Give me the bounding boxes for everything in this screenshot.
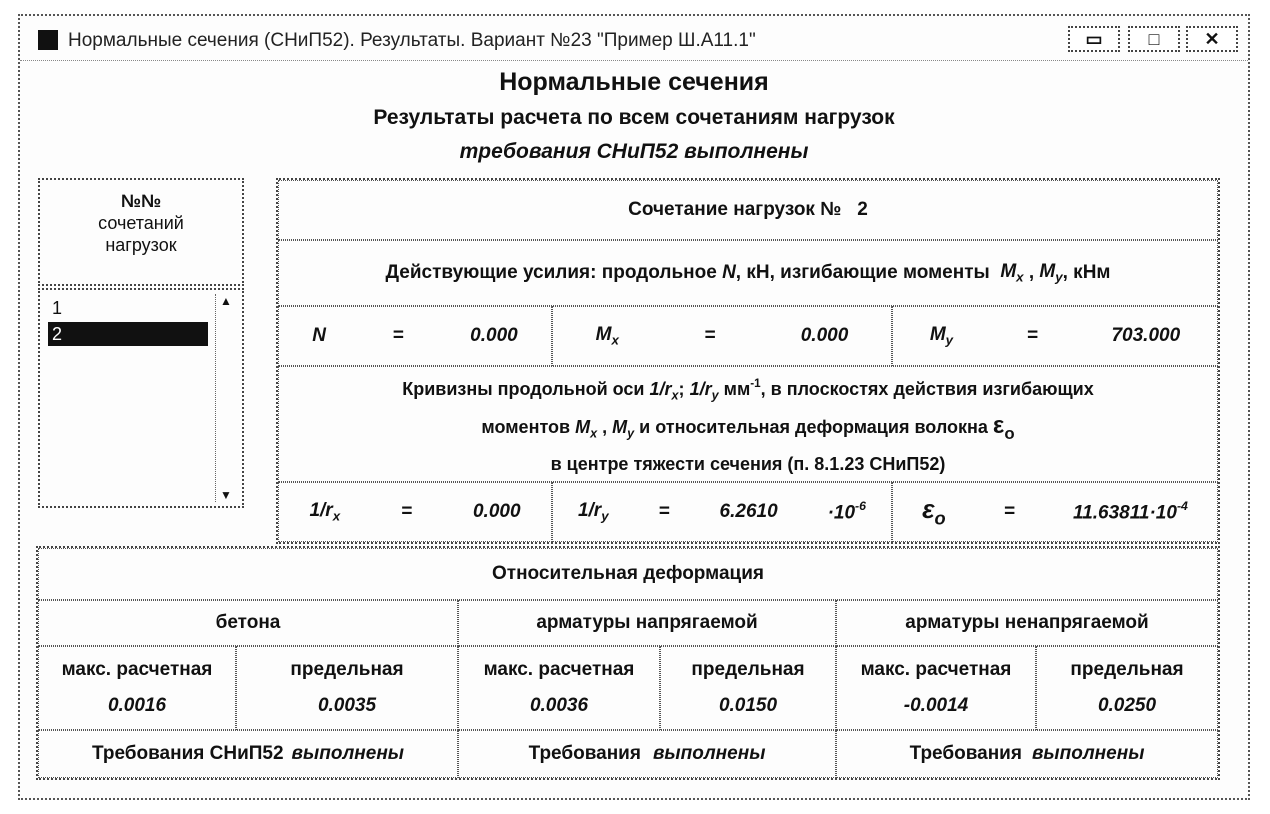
ry-sub: y	[601, 508, 609, 524]
curv-ry	[689, 379, 719, 403]
prestressed-req-label: Требования	[528, 743, 641, 764]
rx-text: 1/r	[309, 500, 333, 522]
curv-sep: ;	[678, 379, 685, 400]
curv-ry-text: 1/r	[689, 379, 712, 400]
concrete-limit-value: 0.0035	[317, 695, 377, 716]
nonprestressed-limit-label: предельная	[1070, 659, 1184, 680]
deformation-title: Относительная деформация	[38, 548, 1218, 600]
prestressed-max-value: 0.0036	[529, 695, 589, 716]
eps-label	[922, 494, 946, 529]
forces-my-letter: M	[1039, 261, 1056, 283]
rx-eq: =	[400, 501, 413, 522]
forces-label-a: Действующие усилия: продольное	[385, 262, 717, 283]
rx-label	[309, 500, 340, 524]
forces-my-sub: y	[1055, 269, 1063, 285]
nonprestressed-req-status: выполнены	[1031, 743, 1145, 764]
close-button[interactable]	[1186, 26, 1238, 52]
close-icon: ✕	[1204, 29, 1220, 49]
nonprestressed-max-cell	[836, 646, 1036, 730]
prestressed-limit-value: 0.0150	[718, 695, 778, 716]
prestressed-limit-label: предельная	[691, 659, 805, 680]
concrete-req-status: выполнены	[291, 743, 405, 764]
nonprestressed-limit-cell	[1036, 646, 1218, 730]
list-item-selected[interactable]: 2	[48, 322, 208, 346]
prestressed-limit-cell	[660, 646, 836, 730]
combo-number: 2	[857, 199, 868, 220]
ry-value: 6.2610	[719, 501, 778, 522]
mx-value-cell	[552, 306, 892, 366]
combos-header-line3: нагрузок	[105, 235, 177, 255]
curv-line2-my	[612, 416, 635, 441]
group-concrete: бетона	[38, 600, 458, 646]
ry-mult-text: ·10	[827, 502, 856, 524]
curv-unit	[724, 379, 761, 399]
concrete-req-label: Требования СНиП52	[91, 743, 284, 764]
scroll-up-icon[interactable]: ▲	[220, 294, 232, 308]
mx-eq: =	[704, 325, 716, 346]
eps-mult: ·10	[1149, 502, 1177, 524]
my-sub: y	[945, 332, 954, 348]
combos-header-line1: №№	[120, 191, 162, 211]
my-eq: =	[1026, 325, 1038, 346]
concrete-max-cell	[38, 646, 236, 730]
n-value-cell	[278, 306, 552, 366]
title-bar[interactable]	[20, 16, 1248, 61]
eps-exp: -4	[1176, 499, 1188, 514]
n-eq: =	[392, 325, 404, 346]
combo-title-label: Сочетание нагрузок №	[628, 199, 842, 220]
curv-rx-text: 1/r	[649, 379, 672, 400]
ry-value-cell	[552, 482, 892, 542]
eps-value-cell	[892, 482, 1218, 542]
curv-line2-my-letter: M	[612, 416, 628, 437]
ry-mult	[828, 499, 866, 525]
combos-header	[38, 178, 244, 286]
ry-text: 1/r	[577, 500, 602, 522]
concrete-requirement	[38, 730, 458, 778]
my-label	[930, 324, 953, 348]
concrete-limit-label: предельная	[290, 659, 404, 680]
eps-value: 11.63811	[1073, 502, 1150, 524]
curvature-caption	[278, 366, 1218, 482]
minimize-button[interactable]	[1068, 26, 1120, 52]
eps-eq: =	[1003, 501, 1015, 522]
page-subtitle: Результаты расчета по всем сочетаниям нагрузок	[373, 106, 895, 129]
prestressed-max-cell	[458, 646, 660, 730]
forces-mx	[1000, 261, 1023, 285]
nonprestressed-req-label: Требования	[909, 743, 1022, 764]
curvature-line2: моментов $M_x$ , $M_y$ и относительная деформация волокна $\varepsilon_o$	[481, 411, 1015, 443]
forces-caption: Действующие усилия: продольное N , кН, изгибающие моменты $M_x$ , $M_y$ , кНм	[278, 240, 1218, 306]
page-title: Нормальные сечения	[499, 68, 769, 96]
scroll-down-icon[interactable]: ▼	[220, 488, 232, 502]
maximize-button[interactable]	[1128, 26, 1180, 52]
forces-label-b: , кН, изгибающие моменты	[735, 262, 990, 283]
eps-full	[1073, 499, 1188, 525]
prestressed-req-status: выполнены	[652, 743, 766, 764]
curv-rx	[649, 379, 679, 403]
curv-line2-a: моментов	[481, 416, 571, 437]
my-value: 703.000	[1111, 325, 1181, 346]
curv-eps-letter: ε	[992, 411, 1005, 439]
combos-list[interactable]	[38, 288, 244, 508]
curv-line2-my-sub: y	[627, 426, 635, 441]
eps-letter: ε	[922, 494, 935, 525]
rx-value-cell	[278, 482, 552, 542]
n-value: 0.000	[470, 325, 518, 346]
window-title: Нормальные сечения (СНиП52). Результаты. Вариант №23 "Пример Ш.А11.1"	[68, 30, 756, 51]
curv-line1-a: Кривизны продольной оси	[402, 379, 645, 400]
mx-sub: x	[611, 332, 619, 348]
mx-label	[596, 324, 619, 348]
curv-line2-mx-sub: x	[590, 426, 598, 441]
curv-rx-sub: x	[671, 388, 679, 403]
deformation-table	[36, 546, 1220, 780]
forces-my	[1039, 261, 1062, 285]
ry-label	[578, 500, 609, 524]
rx-sub: x	[332, 508, 341, 524]
nonprestressed-limit-value: 0.0250	[1097, 695, 1157, 716]
nonprestressed-requirement	[836, 730, 1218, 778]
curv-eps-sub: o	[1004, 423, 1015, 443]
my-letter: M	[929, 324, 946, 346]
minimize-icon: ▭	[1085, 29, 1103, 49]
prestressed-max-label: макс. расчетная	[483, 659, 635, 680]
eps-sub: o	[934, 508, 946, 529]
group-nonprestressed: арматуры ненапрягаемой	[836, 600, 1218, 646]
ry-eq: =	[658, 501, 670, 522]
forces-unit: , кНм	[1062, 262, 1111, 283]
list-scrollbar[interactable]	[215, 294, 238, 502]
my-value-cell	[892, 306, 1218, 366]
curv-ry-sub: y	[711, 388, 719, 403]
curvature-line3: в центре тяжести сечения (п. 8.1.23 СНиП52)	[550, 453, 946, 474]
curvature-line1	[402, 369, 1094, 411]
curv-line1-b: , в плоскостях действия изгибающих	[760, 379, 1094, 400]
forces-n: N	[722, 262, 736, 283]
mx-value: 0.000	[800, 325, 849, 346]
prestressed-requirement	[458, 730, 836, 778]
mx-letter: M	[595, 324, 612, 346]
curv-eps	[992, 411, 1015, 443]
curv-unit-text: мм	[723, 379, 751, 400]
n-label: N	[312, 325, 326, 346]
curv-line2-mx	[575, 416, 598, 441]
app-icon[interactable]	[38, 30, 58, 50]
concrete-max-label: макс. расчетная	[61, 659, 213, 680]
nonprestressed-max-value: -0.0014	[903, 695, 969, 716]
forces-mx-letter: M	[1000, 261, 1017, 283]
rx-value: 0.000	[472, 501, 521, 522]
combos-header-line2: сочетаний	[98, 213, 184, 233]
forces-mx-sub: x	[1016, 269, 1024, 285]
nonprestressed-max-label: макс. расчетная	[860, 659, 1012, 680]
curv-unit-sup: -1	[750, 377, 761, 391]
concrete-max-value: 0.0016	[107, 695, 167, 716]
ry-exp: -6	[855, 499, 867, 514]
curv-line2-mx-letter: M	[575, 416, 591, 437]
status-text: требования СНиП52 выполнены	[459, 140, 809, 163]
group-prestressed: арматуры напрягаемой	[458, 600, 836, 646]
combo-panel	[276, 178, 1220, 544]
combo-title	[278, 180, 1218, 240]
concrete-limit-cell	[236, 646, 458, 730]
curv-line2-b: и относительная деформация волокна	[639, 416, 988, 437]
list-item[interactable]: 1	[52, 298, 63, 318]
maximize-icon: □	[1148, 29, 1160, 49]
